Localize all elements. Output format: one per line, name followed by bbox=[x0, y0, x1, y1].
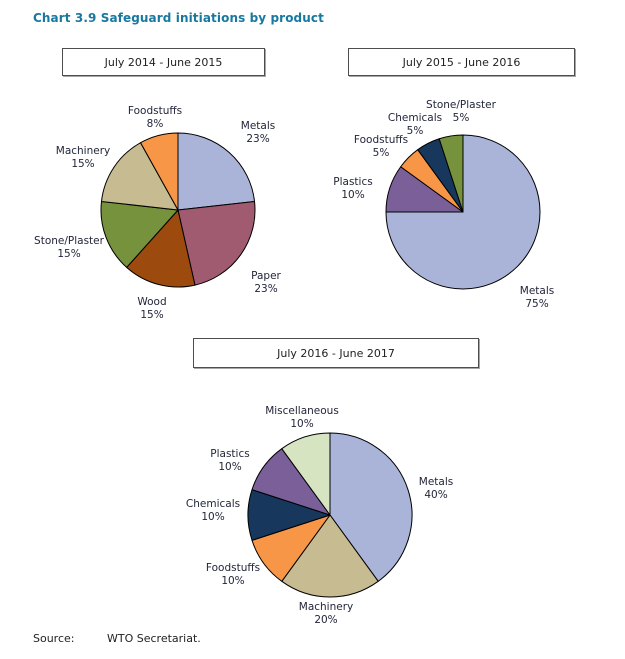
slice-label-metals: Metals 75% bbox=[519, 285, 555, 310]
slice-label-chemicals: Chemicals 10% bbox=[185, 498, 241, 523]
slice-label-foodstuffs: Foodstuffs 8% bbox=[127, 105, 183, 130]
slice-label-wood: Wood 15% bbox=[137, 296, 167, 321]
source-value: WTO Secretariat. bbox=[107, 632, 201, 645]
slice-label-paper: Paper 23% bbox=[251, 270, 281, 295]
period-label-text: July 2016 - June 2017 bbox=[277, 346, 395, 360]
slice-label-plastics: Plastics 10% bbox=[210, 448, 250, 473]
slice-label-machinery: Machinery 20% bbox=[298, 601, 354, 626]
slice-label-metals: Metals 40% bbox=[418, 476, 454, 501]
slice-label-miscellaneous: Miscellaneous 10% bbox=[265, 405, 339, 430]
slice-label-stone-plaster: Stone/Plaster 5% bbox=[426, 99, 496, 124]
slice-label-metals: Metals 23% bbox=[240, 120, 276, 145]
slice-label-foodstuffs: Foodstuffs 10% bbox=[205, 562, 261, 587]
source-line bbox=[33, 632, 201, 645]
period-label-text: July 2014 - June 2015 bbox=[104, 55, 223, 69]
period-label-2016-2017 bbox=[193, 338, 479, 368]
period-label-2015-2016 bbox=[348, 48, 575, 76]
slice-label-foodstuffs: Foodstuffs 5% bbox=[353, 134, 409, 159]
period-label-text: July 2015 - June 2016 bbox=[402, 55, 521, 69]
slice-label-stone-plaster: Stone/Plaster 15% bbox=[34, 235, 104, 260]
pie-chart-2014-2015 bbox=[99, 131, 257, 289]
slice-label-machinery: Machinery 15% bbox=[55, 145, 111, 170]
slice-label-chemicals: Chemicals 5% bbox=[387, 112, 443, 137]
chart-title: Chart 3.9 Safeguard initiations by product bbox=[33, 11, 324, 25]
source-label: Source: bbox=[33, 632, 75, 645]
period-label-2014-2015 bbox=[62, 48, 265, 76]
pie-chart-2016-2017 bbox=[246, 431, 414, 599]
slice-label-plastics: Plastics 10% bbox=[333, 176, 373, 201]
